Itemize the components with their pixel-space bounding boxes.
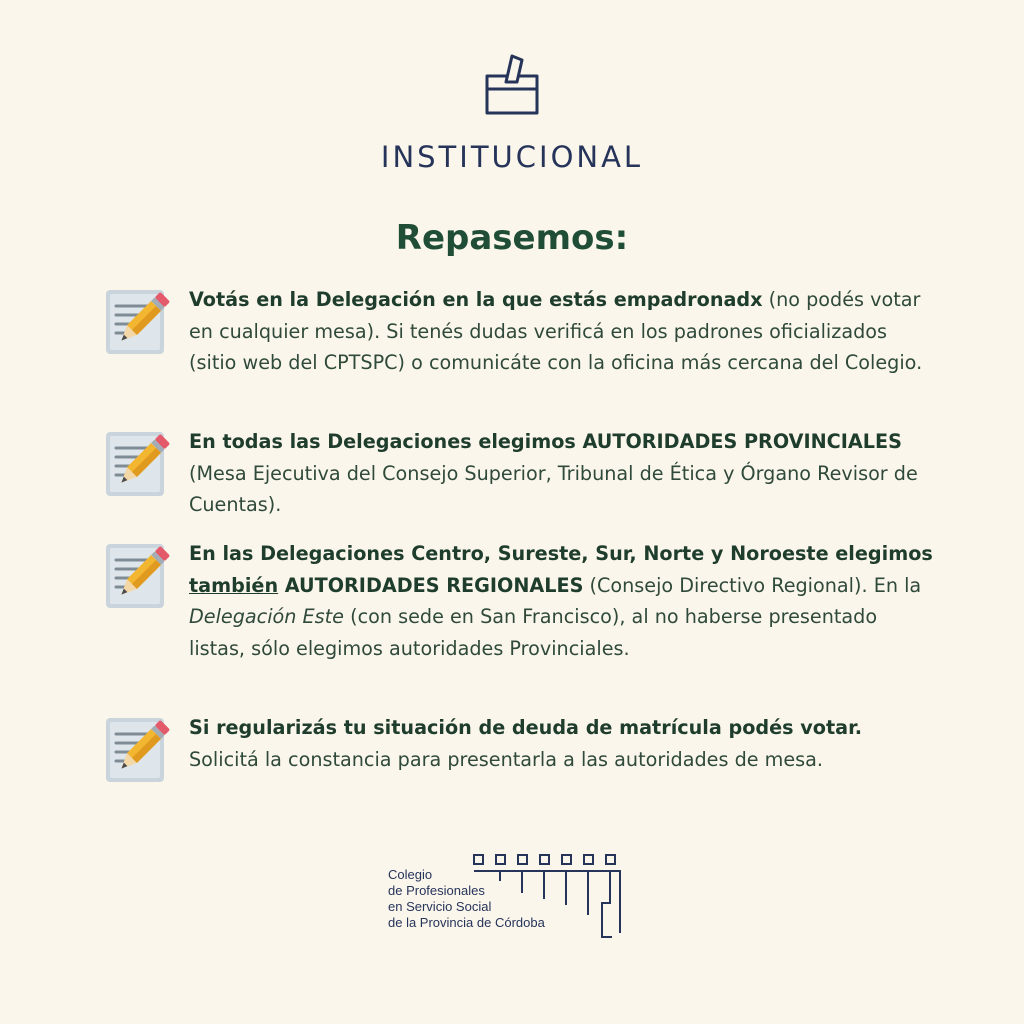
item-text-segment: (Mesa Ejecutiva del Consejo Superior, Tribunal de Ética y Órgano Revisor de Cuentas). bbox=[189, 461, 918, 516]
item-text-segment: también bbox=[189, 573, 279, 597]
item-text-segment: Solicitá la constancia para presentarla a las autoridades de mesa. bbox=[189, 747, 824, 771]
item-text-segment: En las Delegaciones Centro, Sureste, Sur, Norte y Noroeste elegimos bbox=[189, 542, 933, 565]
memo-pencil-icon bbox=[104, 712, 172, 784]
item-text bbox=[189, 712, 934, 775]
section-heading: Repasemos: bbox=[395, 218, 629, 258]
item-text-segment: (Consejo Directivo Regional). En la bbox=[583, 573, 922, 597]
item-text bbox=[189, 284, 934, 379]
logo-text: Colegio de Profesionales en Servicio Social de la Provincia de Córdoba bbox=[388, 867, 545, 930]
memo-pencil-icon bbox=[104, 284, 172, 356]
item-text bbox=[189, 426, 934, 521]
item-text-segment: (no podés votar en cualquier mesa). Si tenés dudas verificá en los padrones oficializados (sitio web del CPTSPC) o comunicáte con la oficina más cercana del Colegio. bbox=[189, 288, 923, 374]
item-text bbox=[189, 538, 934, 664]
memo-pencil-icon bbox=[104, 426, 172, 498]
page-title: INSTITUCIONAL bbox=[380, 140, 644, 174]
organization-logo bbox=[386, 853, 646, 943]
item-text-segment: Si regularizás tu situación de deuda de matrícula podés votar. bbox=[189, 716, 863, 739]
memo-pencil-icon bbox=[104, 538, 172, 610]
item-text-segment: En todas las Delegaciones elegimos AUTORIDADES PROVINCIALES bbox=[189, 430, 902, 453]
item-text-segment: Votás en la Delegación en la que estás empadronadx bbox=[189, 288, 763, 311]
item-text-segment: Delegación Este bbox=[189, 605, 344, 628]
logo-mark-icon bbox=[472, 853, 642, 943]
ballot-box-icon bbox=[484, 52, 540, 116]
item-text-segment: AUTORIDADES REGIONALES bbox=[278, 573, 584, 597]
item-text-segment: (con sede en San Francisco), al no haberse presentado listas, sólo elegimos autoridades Provinciales. bbox=[189, 605, 878, 660]
